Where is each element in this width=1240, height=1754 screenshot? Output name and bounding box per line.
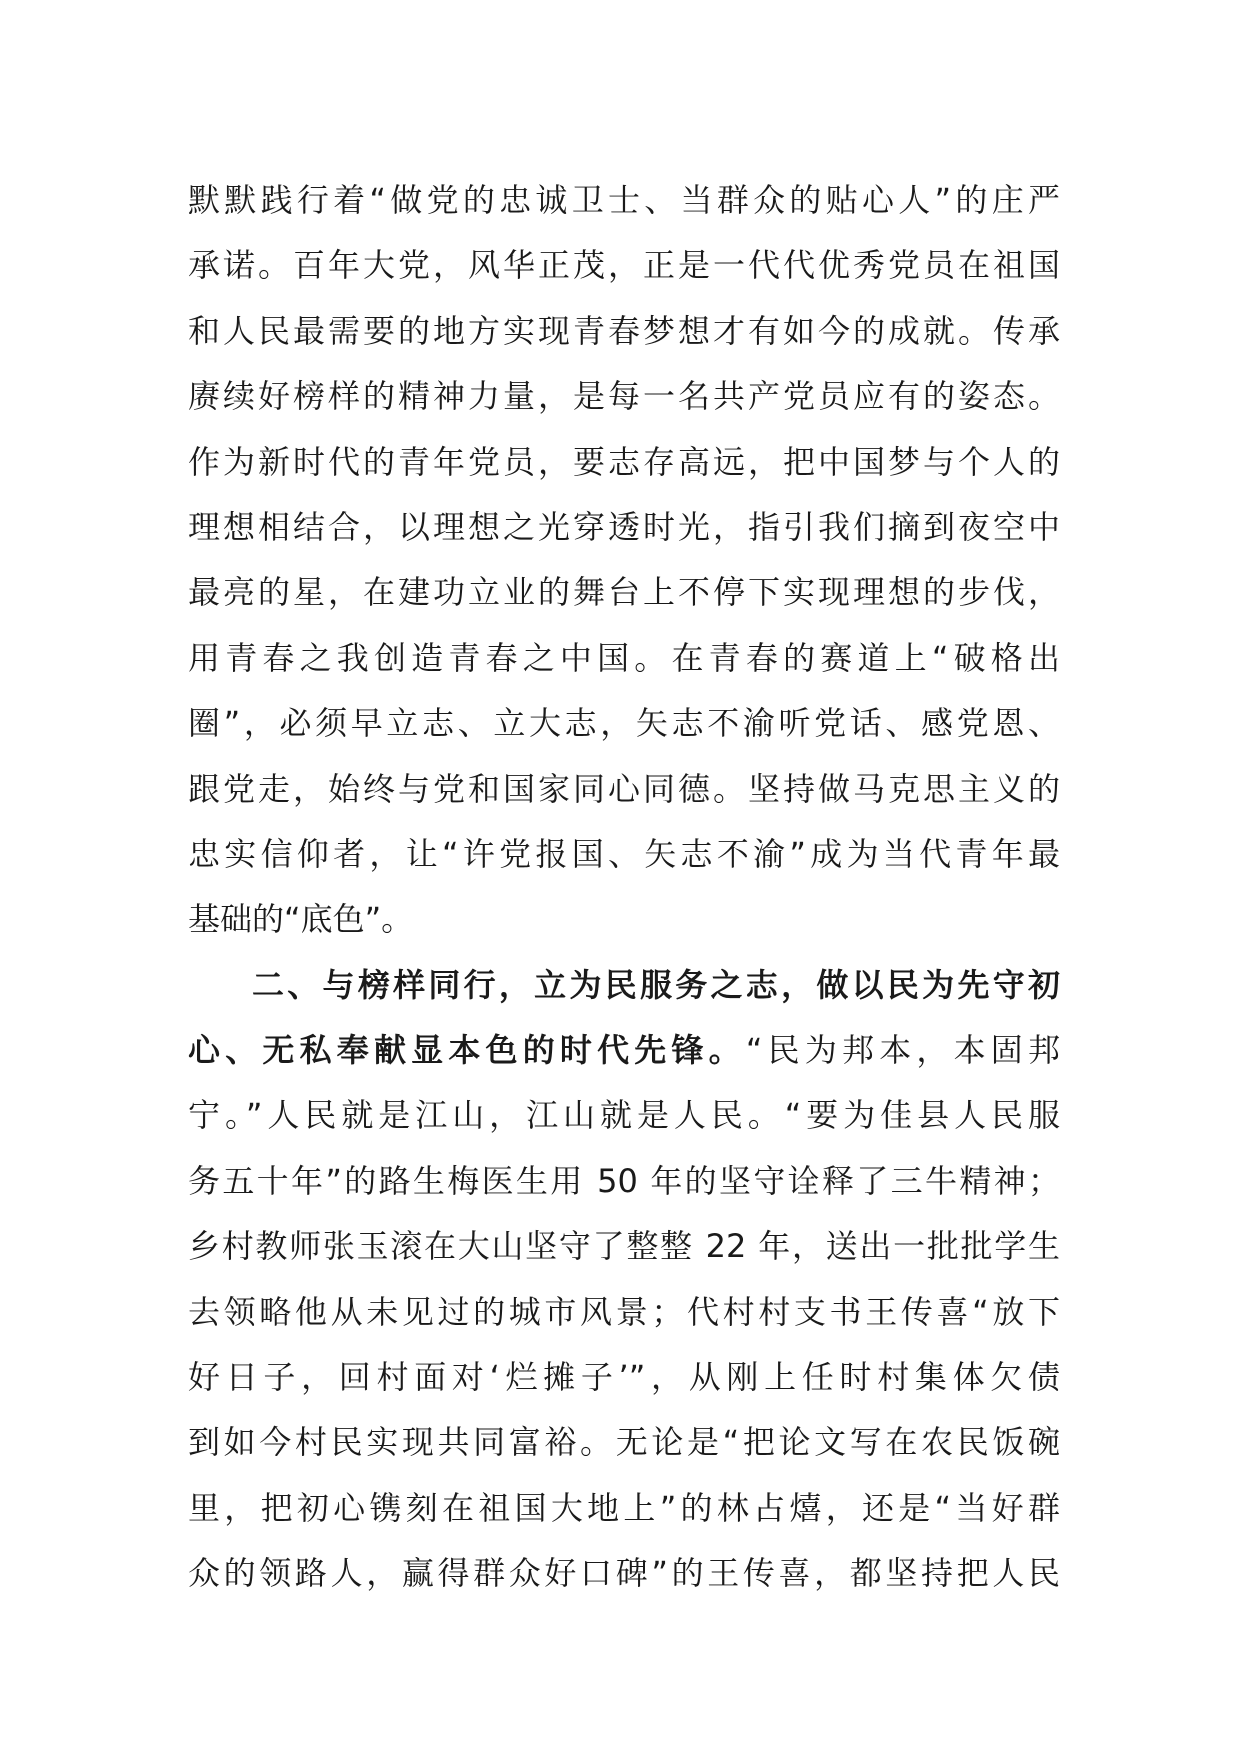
text-line: 众的领路人，赢得群众好口碑”的王传喜，都坚持把人民: [188, 1554, 1060, 1593]
body-text: [188, 168, 1060, 1607]
text-line: 基础的“底色”。: [188, 900, 414, 939]
text-line: 跟党走，始终与党和国家同心同德。坚持做马克思主义的: [188, 769, 1060, 808]
text-line: 最亮的星，在建功立业的舞台上不停下实现理想的步伐，: [188, 573, 1060, 612]
text-line: 好日子，回村面对‘烂摊子’”，从刚上任时村集体欠债: [188, 1358, 1060, 1397]
text-line: 里，把初心镌刻在祖国大地上”的林占熺，还是“当好群: [188, 1488, 1060, 1527]
text-line: 去领略他从未见过的城市风景；代村村支书王传喜“放下: [188, 1292, 1060, 1331]
paragraph-1: [188, 168, 1060, 953]
text-line: 承诺。百年大党，风华正茂，正是一代代优秀党员在祖国: [188, 246, 1060, 285]
text-line: 用青春之我创造青春之中国。在青春的赛道上“破格出: [188, 638, 1060, 677]
section-heading: 二、与榜样同行，立为民服务之志，做以民为先守初: [252, 965, 1060, 1004]
text-line: 赓续好榜样的精神力量，是每一名共产党员应有的姿态。: [188, 377, 1060, 416]
text-line: 务五十年”的路生梅医生用 50 年的坚守诠释了三牛精神；: [188, 1161, 1060, 1200]
text-line: 默默践行着“做党的忠诚卫士、当群众的贴心人”的庄严: [188, 181, 1060, 219]
text-run: “民为邦本，本固邦: [745, 1031, 1060, 1070]
text-line: 宁。”人民就是江山，江山就是人民。“要为佳县人民服: [188, 1096, 1060, 1135]
text-line: 理想相结合，以理想之光穿透时光，指引我们摘到夜空中: [188, 507, 1060, 546]
text-line: 乡村教师张玉滚在大山坚守了整整 22 年，送出一批批学生: [188, 1227, 1060, 1266]
text-line: 忠实信仰者，让“许党报国、矢志不渝”成为当代青年最: [188, 834, 1060, 873]
text-line: [188, 1018, 1060, 1083]
section-heading-continued: 心、无私奉献显本色的时代先锋。: [188, 1031, 746, 1070]
text-line: 到如今村民实现共同富裕。无论是“把论文写在农民饭碗: [188, 1423, 1060, 1462]
text-line: 和人民最需要的地方实现青春梦想才有如今的成就。传承: [188, 311, 1060, 350]
paragraph-2: [188, 953, 1060, 1607]
text-line: 圈”，必须早立志、立大志，矢志不渝听党话、感党恩、: [188, 704, 1060, 743]
text-line: 作为新时代的青年党员，要志存高远，把中国梦与个人的: [188, 442, 1060, 481]
